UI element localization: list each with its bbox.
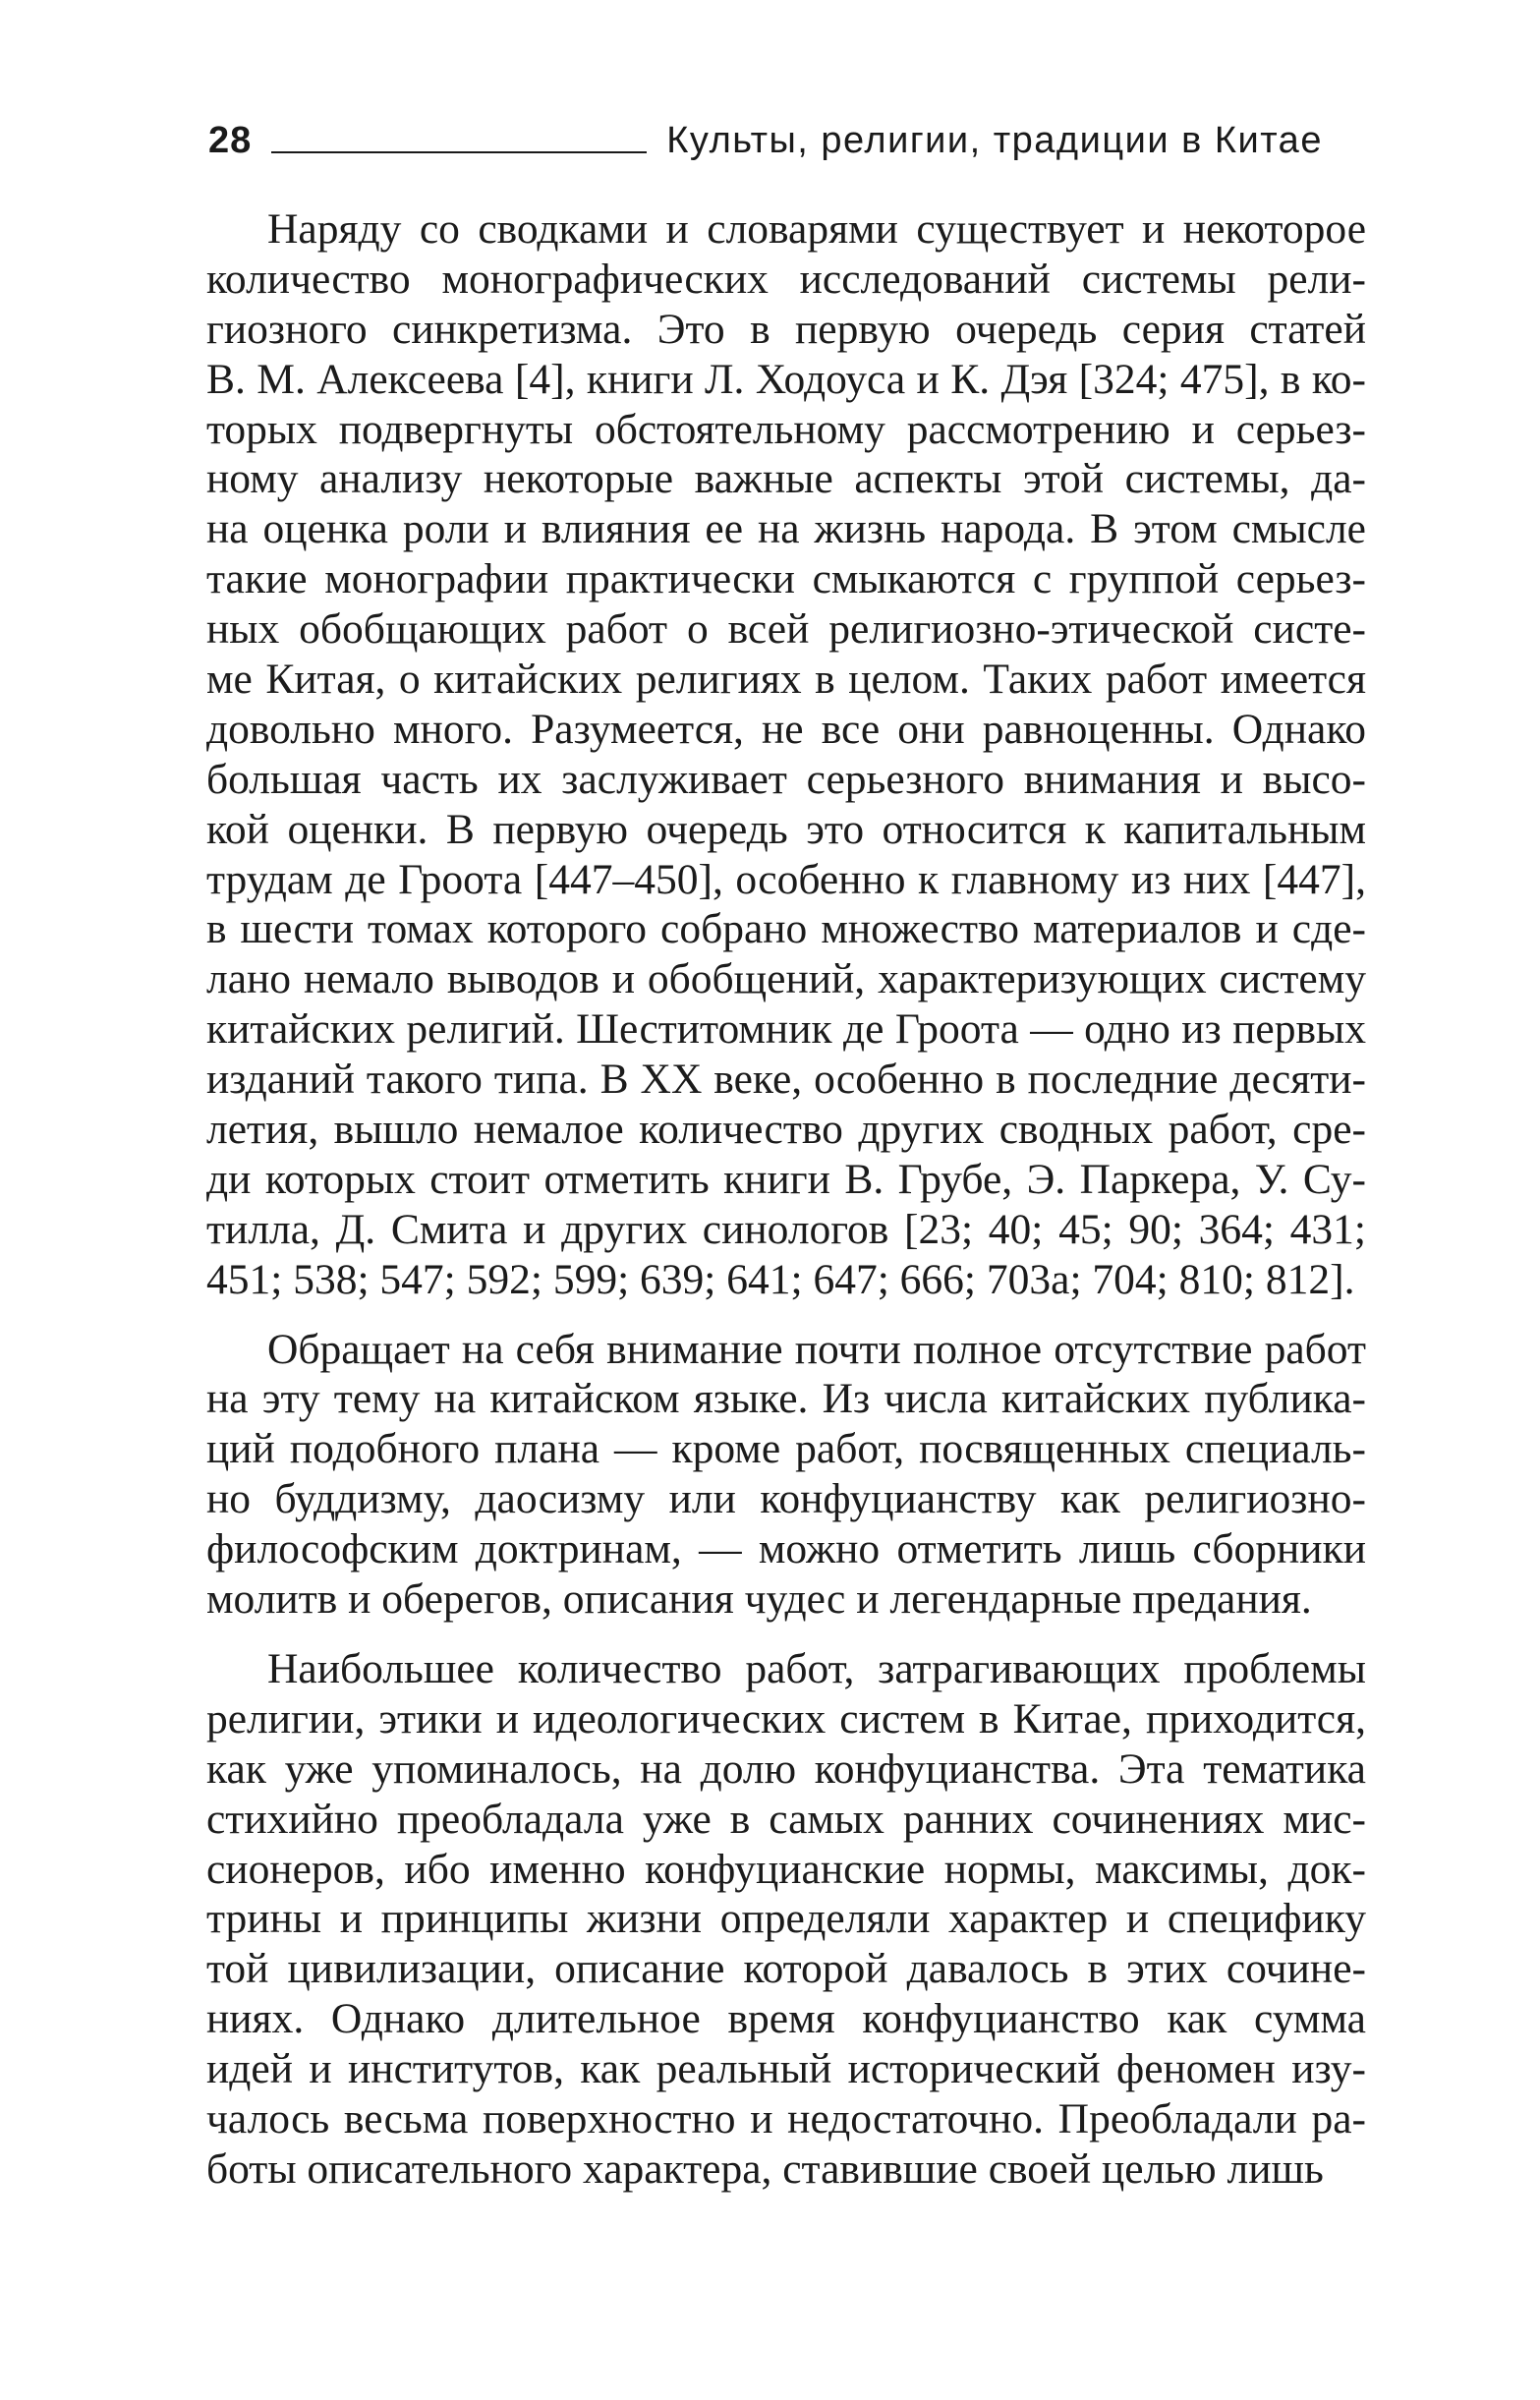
text-line: трудам де Гроота [447–450], особенно к главному из них [447], bbox=[206, 855, 1366, 903]
text-line: ных обобщающих работ о всей религиозно-этической систе- bbox=[206, 605, 1366, 654]
text-line: стихийно преобладала уже в самых ранних сочинениях мис- bbox=[206, 1795, 1366, 1843]
text-line: молитв и оберегов, описания чудес и легендарные предания. bbox=[206, 1575, 1312, 1624]
text-line: на оценка роли и влияния ее на жизнь народа. В этом смысле bbox=[206, 505, 1366, 553]
paragraph-gap bbox=[206, 1305, 1366, 1325]
text-line: китайских религий. Шеститомник де Гроота — одно из первых bbox=[206, 1005, 1366, 1054]
text-line: кой оценки. В первую очередь это относится к капитальным bbox=[206, 805, 1366, 853]
text-line: ному анализу некоторые важные аспекты этой системы, да- bbox=[206, 455, 1366, 503]
body-text bbox=[206, 204, 1366, 2195]
text-line: идей и институтов, как реальный исторический феномен изу- bbox=[206, 2045, 1366, 2093]
text-line: Обращает на себя внимание почти полное отсутствие работ bbox=[267, 1325, 1366, 1373]
text-line: летия, вышло немалое количество других сводных работ, сре- bbox=[206, 1106, 1366, 1154]
text-line: изданий такого типа. В XX веке, особенно в последние десяти- bbox=[206, 1056, 1366, 1104]
text-line: такие монографии практически смыкаются с группой серьез- bbox=[206, 555, 1366, 603]
paragraph bbox=[206, 204, 1366, 1305]
running-head bbox=[208, 110, 1368, 159]
text-line: как уже упоминалось, на долю конфуцианства. Эта тематика bbox=[206, 1744, 1366, 1793]
text-line: лано немало выводов и обобщений, характеризующих систему bbox=[206, 955, 1366, 1003]
text-line: ниях. Однако длительное время конфуцианство как сумма bbox=[206, 1995, 1366, 2043]
text-line: сионеров, ибо именно конфуцианские нормы, максимы, док- bbox=[206, 1845, 1366, 1893]
header-rule bbox=[271, 151, 647, 153]
text-line: количество монографических исследований системы рели- bbox=[206, 255, 1366, 303]
text-line: чалось весьма поверхностно и недостаточно. Преобладали ра- bbox=[206, 2094, 1366, 2143]
text-line: Наряду со сводками и словарями существует и некоторое bbox=[267, 205, 1366, 253]
text-line: большая часть их заслуживает серьезного внимания и высо- bbox=[206, 755, 1366, 803]
text-line: но буддизму, даосизму или конфуцианству как религиозно- bbox=[206, 1475, 1366, 1523]
text-line: той цивилизации, описание которой давалось в этих сочине- bbox=[206, 1945, 1366, 1993]
text-line: ций подобного плана — кроме работ, посвященных специаль- bbox=[206, 1425, 1366, 1473]
text-line: ди которых стоит отметить книги В. Грубе, Э. Паркера, У. Су- bbox=[206, 1155, 1366, 1203]
text-line: гиозного синкретизма. Это в первую очередь серия статей bbox=[206, 305, 1366, 353]
text-line: трины и принципы жизни определяли характер и специфику bbox=[206, 1895, 1366, 1943]
text-line: тилла, Д. Смита и других синологов [23; 40; 45; 90; 364; 431; bbox=[206, 1205, 1366, 1253]
text-line: в шести томах которого собрано множество материалов и сде- bbox=[206, 905, 1366, 953]
text-line: ме Китая, о китайских религиях в целом. Таких работ имеется bbox=[206, 656, 1366, 704]
paragraph-gap bbox=[206, 1625, 1366, 1644]
text-line: довольно много. Разумеется, не все они равноценны. Однако bbox=[206, 705, 1366, 753]
running-head-title: Культы, религии, традиции в Китае bbox=[666, 120, 1323, 161]
paragraph bbox=[206, 1325, 1366, 1625]
text-line: на эту тему на китайском языке. Из числа китайских публика- bbox=[206, 1375, 1366, 1423]
text-line: философским доктринам, — можно отметить лишь сборники bbox=[206, 1525, 1366, 1573]
text-line: торых подвергнуты обстоятельному рассмотрению и серьез- bbox=[206, 405, 1366, 453]
text-line: религии, этики и идеологических систем в Китае, приходится, bbox=[206, 1694, 1366, 1743]
page-number: 28 bbox=[208, 120, 253, 161]
paragraph bbox=[206, 1644, 1366, 2195]
text-line: 451; 538; 547; 592; 599; 639; 641; 647; 666; 703а; 704; 810; 812]. bbox=[206, 1255, 1355, 1303]
text-line: боты описательного характера, ставившие своей целью лишь bbox=[206, 2144, 1324, 2193]
text-line: Наибольшее количество работ, затрагивающих проблемы bbox=[267, 1644, 1366, 1692]
text-line: В. М. Алексеева [4], книги Л. Ходоуса и К. Дэя [324; 475], в ко- bbox=[206, 355, 1366, 403]
